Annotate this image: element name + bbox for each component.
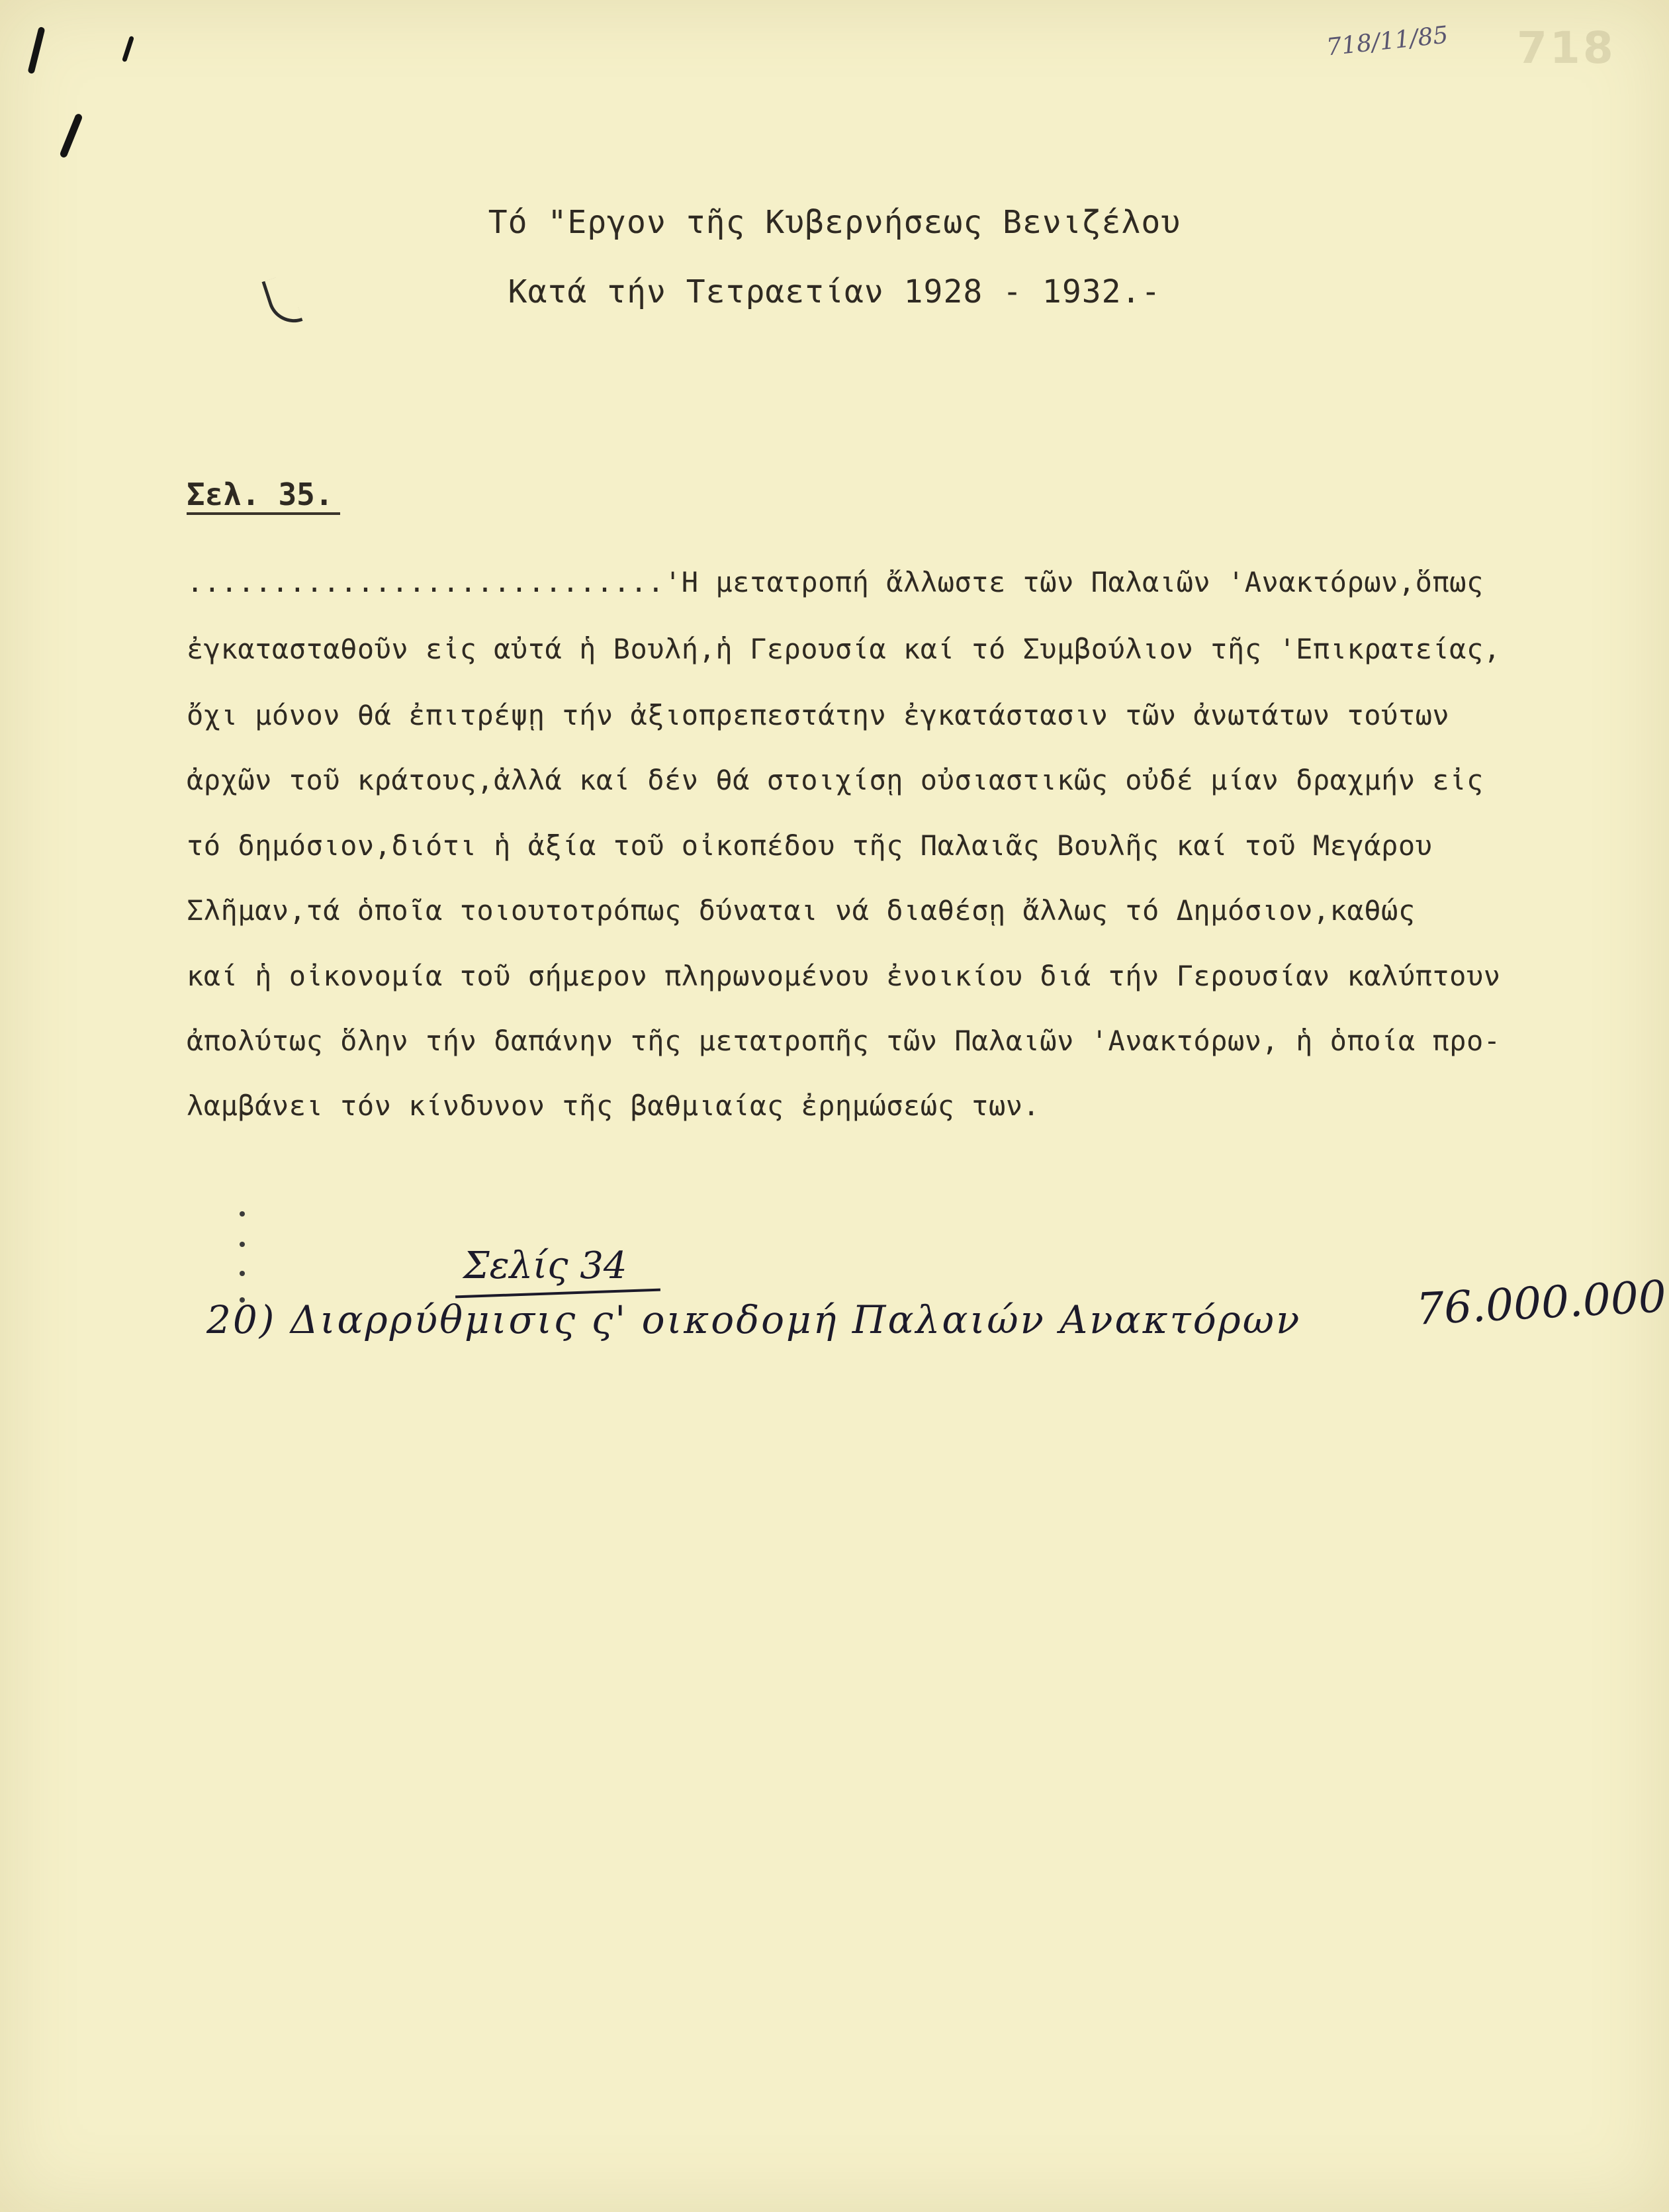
page-reference-underline bbox=[187, 512, 340, 515]
dot-mark bbox=[240, 1271, 245, 1276]
dot-mark bbox=[240, 1242, 245, 1247]
body-line: ἀπολύτως ὅλην τήν δαπάνην τῆς μετατροπῆς τῶν Παλαιῶν 'Ανακτόρων, ἡ ὁποία προ- bbox=[187, 1025, 1501, 1057]
archive-reference: 718/11/85 bbox=[1325, 21, 1450, 62]
body-line: ἀρχῶν τοῦ κράτους,ἀλλά καί δέν θά στοιχίσῃ οὐσιαστικῶς οὐδέ μίαν δραχμήν εἰς bbox=[187, 764, 1484, 796]
body-line: ἐγκατασταθοῦν εἰς αὐτά ἡ Βουλή,ἡ Γερουσία καί τό Συμβούλιον τῆς 'Επικρατείας, bbox=[187, 633, 1501, 665]
pencil-mark bbox=[27, 26, 45, 74]
body-line: ὄχι μόνον θά ἐπιτρέψῃ τήν ἀξιοπρεπεστάτην ἐγκατάστασιν τῶν ἀνωτάτων τούτων bbox=[187, 699, 1450, 731]
page-reference: Σελ. 35. bbox=[187, 477, 334, 512]
document-title: Τό "Εργον τῆς Κυβερνήσεως Βενιζέλου bbox=[488, 204, 1181, 241]
pencil-mark bbox=[122, 36, 134, 62]
handwritten-page-reference: Σελίς 34 bbox=[463, 1244, 627, 1287]
body-line: λαμβάνει τόν κίνδυνον τῆς βαθμιαίας ἐρημώσεώς των. bbox=[187, 1089, 1040, 1122]
body-line: καί ἡ οἰκονομία τοῦ σήμερον πληρωνομένου ἐνοικίου διά τήν Γερουσίαν καλύπτουν bbox=[187, 960, 1501, 992]
body-line: Σλῆμαν,τά ὁποῖα τοιουτοτρόπως δύναται νά διαθέσῃ ἄλλως τό Δημόσιον,καθώς bbox=[187, 894, 1416, 927]
handwritten-amount: 76.000.000 bbox=[1415, 1271, 1668, 1335]
pencil-mark bbox=[59, 113, 83, 158]
document-subtitle: Κατά τήν Τετραετίαν 1928 - 1932.- bbox=[508, 273, 1161, 310]
body-line: ............................'Η μετατροπή ἄλλωστε τῶν Παλαιῶν 'Ανακτόρων,ὅπως bbox=[187, 566, 1484, 598]
archive-stamp-ghost: 718 bbox=[1517, 23, 1616, 73]
body-line: τό δημόσιον,διότι ἡ ἀξία τοῦ οἰκοπέδου τῆς Παλαιᾶς Βουλῆς καί τοῦ Μεγάρου bbox=[187, 829, 1433, 862]
handwritten-note: 20) Διαρρύθμισις ς' οικοδομή Παλαιών Ανακτόρων bbox=[206, 1297, 1302, 1342]
dot-mark bbox=[240, 1211, 245, 1217]
